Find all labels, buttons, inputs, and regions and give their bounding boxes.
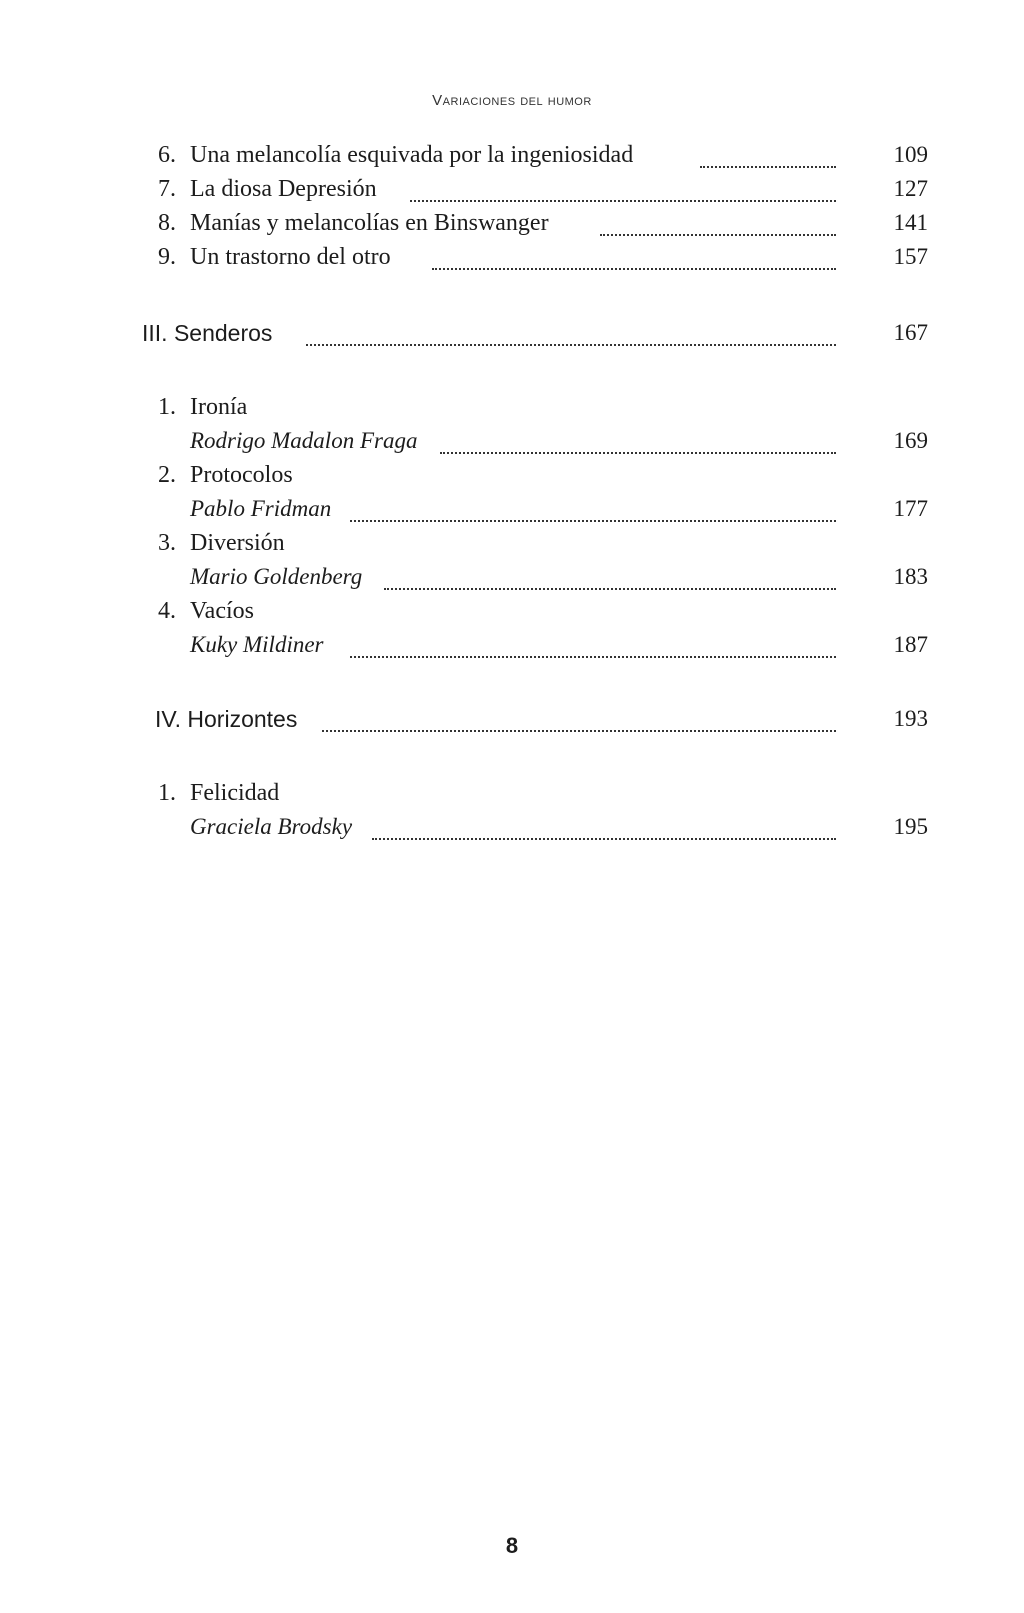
dot-leader <box>432 238 836 270</box>
entry-number: 4. <box>158 598 176 624</box>
dot-leader <box>700 136 836 168</box>
entry-page: 195 <box>893 814 928 839</box>
entry-title: Vacíos <box>190 598 254 624</box>
entry-page: 127 <box>893 176 928 201</box>
entry-author: Pablo Fridman <box>190 496 332 521</box>
section-title: IV. Horizontes <box>155 706 298 732</box>
entry-author: Mario Goldenberg <box>190 564 363 589</box>
toc-author-line[interactable] <box>0 494 1024 528</box>
dot-leader <box>440 422 836 454</box>
entry-page: 141 <box>893 210 928 235</box>
toc-entry[interactable] <box>0 208 1024 242</box>
section-title: III. Senderos <box>142 320 273 346</box>
section-page: 193 <box>893 706 928 731</box>
entry-page: 187 <box>893 632 928 657</box>
section-page: 167 <box>893 320 928 345</box>
entry-number: 2. <box>158 462 176 488</box>
dot-leader <box>372 808 836 840</box>
entry-number: 8. <box>158 210 176 236</box>
toc-entry[interactable] <box>0 460 1024 494</box>
entry-title: Protocolos <box>190 462 293 488</box>
toc-section[interactable] <box>0 318 1024 352</box>
entry-page: 109 <box>893 142 928 167</box>
entry-page: 183 <box>893 564 928 589</box>
toc-author-line[interactable] <box>0 562 1024 596</box>
entry-author: Kuky Mildiner <box>190 632 324 657</box>
toc-entry[interactable] <box>0 528 1024 562</box>
entry-title: Ironía <box>190 394 248 420</box>
dot-leader <box>306 314 836 346</box>
entry-number: 3. <box>158 530 176 556</box>
toc-author-line[interactable] <box>0 630 1024 664</box>
toc-entry[interactable] <box>0 392 1024 426</box>
entry-page: 157 <box>893 244 928 269</box>
entry-number: 9. <box>158 244 176 270</box>
toc-entry[interactable] <box>0 596 1024 630</box>
entry-title: Manías y melancolías en Binswanger <box>190 210 549 236</box>
entry-title: La diosa Depresión <box>190 176 377 202</box>
entry-title: Diversión <box>190 530 285 556</box>
dot-leader <box>322 700 836 732</box>
entry-number: 7. <box>158 176 176 202</box>
dot-leader <box>350 626 836 658</box>
entry-number: 1. <box>158 780 176 806</box>
toc-entry[interactable] <box>0 242 1024 276</box>
entry-title: Un trastorno del otro <box>190 244 391 270</box>
toc-entry[interactable] <box>0 174 1024 208</box>
dot-leader <box>410 170 836 202</box>
toc-section[interactable] <box>0 704 1024 738</box>
dot-leader <box>600 204 836 236</box>
entry-author: Graciela Brodsky <box>190 814 353 839</box>
toc-author-line[interactable] <box>0 812 1024 846</box>
toc-author-line[interactable] <box>0 426 1024 460</box>
entry-number: 1. <box>158 394 176 420</box>
toc-entry[interactable] <box>0 778 1024 812</box>
entry-title: Felicidad <box>190 780 280 806</box>
entry-page: 177 <box>893 496 928 521</box>
entry-number: 6. <box>158 142 176 168</box>
dot-leader <box>350 490 836 522</box>
dot-leader <box>384 558 836 590</box>
entry-page: 169 <box>893 428 928 453</box>
toc-entry[interactable] <box>0 140 1024 174</box>
entry-author: Rodrigo Madalon Fraga <box>190 428 418 453</box>
entry-title: Una melancolía esquivada por la ingeniosidad <box>190 142 634 168</box>
running-header: Variaciones del humor <box>432 92 592 109</box>
page-number: 8 <box>505 1533 519 1558</box>
